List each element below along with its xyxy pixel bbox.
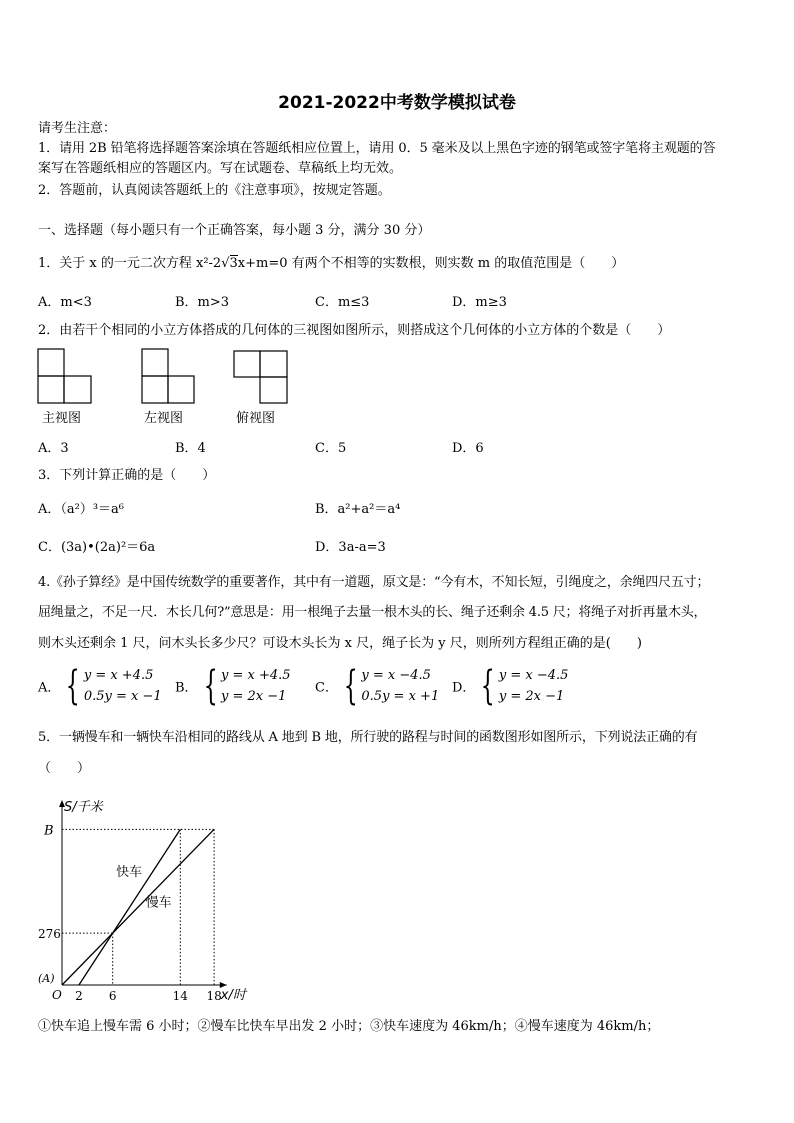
top-view-cube	[260, 377, 287, 403]
q4-line-3: 则木头还剩余 1 尺，问木头长多少尺？可设木头长为 x 尺，绳子长为 y 尺，则所列方程组正确的是( )	[38, 636, 642, 651]
notice-line-1a: 1．请用 2B 铅笔将选择题答案涂填在答题纸相应位置上，请用 0．5 毫米及以上黑色字迹的钢笔或签字笔将主观题的答	[38, 141, 716, 156]
q2-option-d[interactable]: D．6	[452, 441, 484, 456]
notice-line-1b: 案写在答题纸相应的答题区内。写在试题卷、草稿纸上均无效。	[38, 161, 403, 176]
sqrt-sign: √	[221, 256, 230, 271]
x-tick-label: 6	[108, 989, 117, 1003]
main-view-label: 主视图	[42, 411, 82, 426]
q4-option-a[interactable]	[38, 665, 162, 707]
x-tick-label: 18	[206, 989, 222, 1003]
q1-option-c[interactable]: C．m≤3	[315, 295, 370, 310]
q1-option-b[interactable]: B．m>3	[175, 295, 230, 310]
q2-option-b[interactable]: B．4	[175, 441, 206, 456]
three-views-figure	[36, 347, 296, 427]
q4-line-1: 4.《孙子算经》是中国传统数学的重要著作，其中有一道题，原文是：“今有木，不知长短，引绳度之，余绳四尺五寸；	[38, 575, 710, 590]
q3-option-c[interactable]: C．(3a)•(2a)²＝6a	[38, 540, 156, 555]
x-tick-label: 14	[172, 989, 188, 1003]
q1-option-d[interactable]: D．m≥3	[452, 295, 507, 310]
q1-sqrt-value: 3	[229, 256, 238, 271]
q5-line-2: （ ）	[38, 761, 91, 776]
q3-option-d[interactable]: D．3a-a=3	[315, 540, 386, 555]
y-axis-label: S/千米	[64, 800, 103, 815]
x-axis-label: x/时	[220, 988, 246, 1003]
q2-option-a[interactable]: A．3	[38, 441, 69, 456]
distance-time-chart	[36, 796, 266, 1008]
q4-a-label: A．	[38, 680, 61, 696]
q1-stem-a: 1．关于 x 的一元二次方程 x²-2	[38, 256, 222, 271]
q4-c-label: C．	[315, 680, 338, 696]
q4-d-system	[475, 665, 568, 707]
q4-b-eq1: y = x +4.5	[221, 668, 291, 683]
q2-stem: 2．由若干个相同的小立方体搭成的几何体的三视图如图所示，则搭成这个几何体的小立方体的个数是（ ）	[38, 323, 671, 338]
series-label-fast: 快车	[116, 864, 143, 880]
q4-option-d[interactable]	[452, 665, 568, 707]
brace-icon: {	[343, 663, 358, 709]
origin-alt-label: (A)	[38, 972, 55, 985]
notice-heading: 请考生注意：	[38, 121, 117, 136]
main-view-cube	[38, 349, 64, 376]
section-heading: 一、选择题（每小题只有一个正确答案，每小题 3 分，满分 30 分）	[38, 223, 431, 238]
q4-b-label: B．	[175, 680, 198, 696]
page-title: 2021-2022中考数学模拟试卷	[278, 93, 516, 113]
x-tick-label: 2	[75, 989, 83, 1003]
q2-option-c[interactable]: C．5	[315, 441, 347, 456]
top-view-label: 俯视图	[236, 411, 276, 426]
brace-icon: {	[203, 663, 218, 709]
q3-option-b[interactable]: B．a²+a²＝a⁴	[315, 502, 401, 517]
q4-a-eq2: 0.5y = x −1	[83, 689, 162, 704]
q4-d-label: D．	[452, 680, 476, 696]
q4-a-system	[60, 665, 161, 707]
q3-option-a[interactable]: A．（a²）³＝a⁶	[38, 502, 125, 517]
q1-option-a[interactable]: A．m<3	[38, 295, 92, 310]
q5-line-1: 5．一辆慢车和一辆快车沿相同的路线从 A 地到 B 地，所行驶的路程与时间的函数图形如图所示，下列说法正确的有	[38, 730, 698, 745]
left-view-cube	[142, 349, 168, 376]
q4-d-eq1: y = x −4.5	[498, 668, 569, 683]
q4-option-b[interactable]	[175, 665, 291, 707]
q5-statements: ①快车追上慢车需 6 小时；②慢车比快车早出发 2 小时；③快车速度为 46km/h；④慢车速度为 46km/h；	[38, 1019, 660, 1034]
y-tick-label-276: 276	[38, 927, 61, 942]
main-view-cube	[38, 376, 64, 403]
main-view-cube	[64, 376, 91, 403]
brace-icon: {	[481, 663, 496, 709]
notice-line-2: 2．答题前，认真阅读答题纸上的《注意事项》，按规定答题。	[38, 183, 391, 198]
q4-a-eq1: y = x +4.5	[83, 668, 154, 683]
q4-d-eq2: y = 2x −1	[498, 689, 565, 704]
q4-c-system	[338, 665, 439, 707]
y-tick-label-b: B	[44, 823, 54, 839]
left-view-cube	[168, 376, 194, 403]
q4-c-eq2: 0.5y = x +1	[361, 689, 440, 704]
q4-option-c[interactable]	[315, 665, 439, 707]
series-label-slow: 慢车	[145, 895, 172, 911]
brace-icon: {	[66, 663, 81, 709]
left-view-cube	[142, 376, 168, 403]
left-view-label: 左视图	[144, 411, 184, 426]
q4-line-2: 屈绳量之，不足一尺．木长几何?”意思是：用一根绳子去量一根木头的长、绳子还剩余 4.5 尺；将绳子对折再量木头，	[38, 605, 707, 620]
q4-b-system	[198, 665, 291, 707]
q1-stem-b: x+m=0 有两个不相等的实数根，则实数 m 的取值范围是（ ）	[237, 256, 625, 271]
top-view-cube	[260, 351, 287, 377]
q4-c-eq1: y = x −4.5	[361, 668, 431, 683]
q1-stem	[38, 255, 624, 273]
origin-label: O	[52, 988, 62, 1002]
top-view-cube	[234, 351, 260, 377]
q3-stem: 3．下列计算正确的是（ ）	[38, 468, 216, 483]
q4-b-eq2: y = 2x −1	[221, 689, 287, 704]
series-line-slow	[62, 829, 214, 985]
